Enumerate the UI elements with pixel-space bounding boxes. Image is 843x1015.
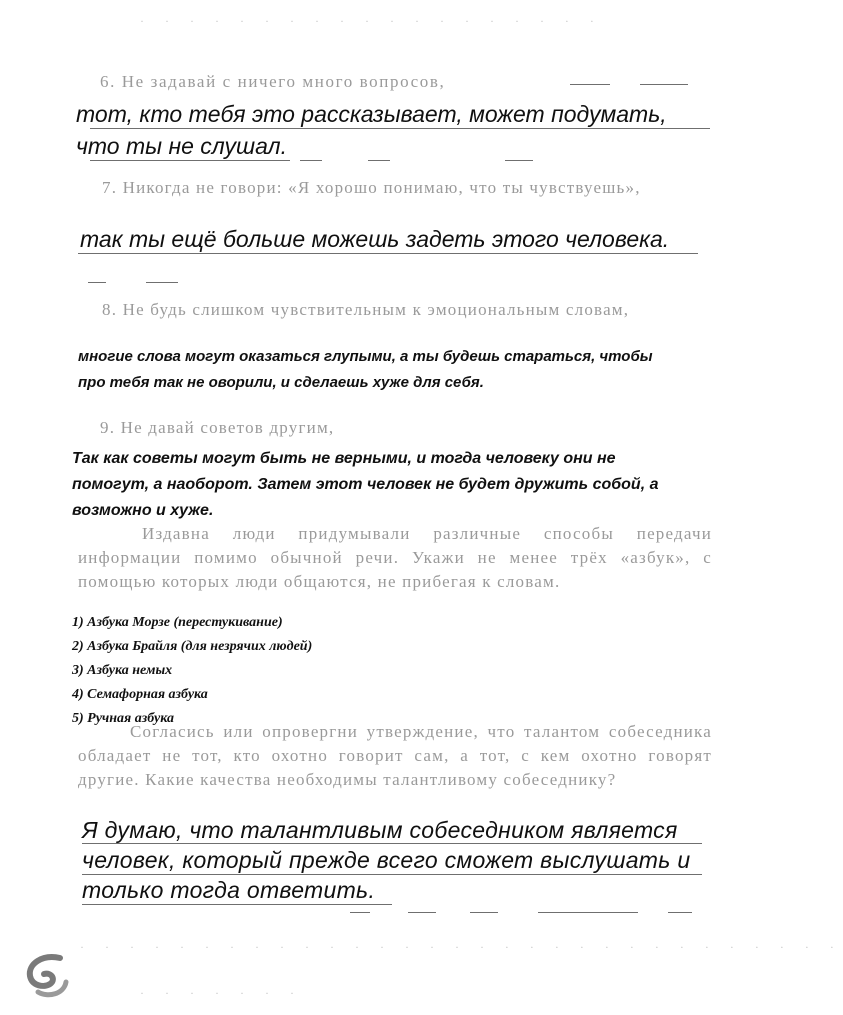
faint-footer-marks: · · · · · · ·: [140, 986, 303, 1000]
answer-line: [408, 912, 436, 913]
answer-line: [368, 160, 390, 161]
answer-line: [350, 912, 370, 913]
task8-answer-line-1: многие слова могут оказаться глупыми, а ты будешь стараться, чтобы: [78, 348, 653, 365]
alphabet-answer-1: 1) Азбука Морзе (перестукивание): [72, 615, 283, 630]
task9-prompt: 9. Не давай советов другим,: [100, 418, 335, 437]
answer-line: [470, 912, 498, 913]
task7-answer: так ты ещё больше можешь задеть этого человека.: [80, 226, 670, 252]
task8-prompt: 8. Не будь слишком чувствительным к эмоциональным словам,: [102, 300, 630, 319]
answer-line: [640, 84, 688, 85]
alphabet-answer-5: 5) Ручная азбука: [72, 711, 174, 726]
answer-line: [90, 128, 710, 129]
answer-line: [668, 912, 692, 913]
interlocutor-answer-line-2: человек, который прежде всего сможет выслушать и: [82, 847, 691, 873]
task9-answer-line-1: Так как советы могут быть не верными, и тогда человеку они не: [72, 450, 616, 467]
faint-footer-marks: · · · · · · · · · · · · · · · · · · · · · · · · · · · · · · ·: [80, 940, 843, 954]
task9-answer-line-2: помогут, а наоборот. Затем этот человек не будет дружить собой, а: [72, 476, 659, 493]
faint-header-marks: · · · · · · · · · · · · · · · · · · ·: [140, 14, 603, 28]
task-interlocutor-prompt: Согласись или опровергни утверждение, что талантом собеседника обладает не тот, кто охотно говорит сам, а тот, с кем охотно говорят другие. Какие качества необходимы талантливому собеседнику?: [78, 722, 712, 789]
interlocutor-answer-line-3: только тогда ответить.: [82, 877, 376, 903]
task7-prompt: 7. Никогда не говори: «Я хорошо понимаю, что ты чувствуешь»,: [102, 178, 641, 197]
task9-answer-line-3: возможно и хуже.: [72, 502, 214, 519]
answer-line: [78, 253, 698, 254]
task6-answer-line-1: тот, кто тебя это рассказывает, может подумать,: [76, 101, 667, 127]
answer-line: [505, 160, 533, 161]
answer-line: [90, 160, 290, 161]
alphabet-answer-4: 4) Семафорная азбука: [72, 687, 208, 702]
task6-answer-line-2: что ты не слушал.: [76, 133, 287, 159]
answer-line: [82, 843, 702, 844]
answer-line: [146, 282, 178, 283]
answer-line: [88, 282, 106, 283]
answer-line: [300, 160, 322, 161]
task-alphabets-prompt: Издавна люди придумывали различные способы передачи информации помимо обычной речи. Укажи не менее трёх «азбук», с помощью которых люди общаются, не прибегая к словам.: [78, 524, 712, 591]
answer-line: [570, 84, 610, 85]
alphabet-answer-3: 3) Азбука немых: [72, 663, 173, 678]
task6-prompt: 6. Не задавай с ничего много вопросов,: [100, 72, 446, 91]
watermark-logo-icon: [20, 948, 76, 1004]
answer-line: [538, 912, 638, 913]
alphabet-answer-2: 2) Азбука Брайля (для незрячих людей): [72, 639, 313, 654]
task8-answer-line-2: про тебя так не оворили, и сделаешь хуже для себя.: [78, 374, 484, 391]
answer-line: [82, 874, 702, 875]
answer-line: [82, 904, 392, 905]
interlocutor-answer-line-1: Я думаю, что талантливым собеседником является: [82, 817, 678, 843]
